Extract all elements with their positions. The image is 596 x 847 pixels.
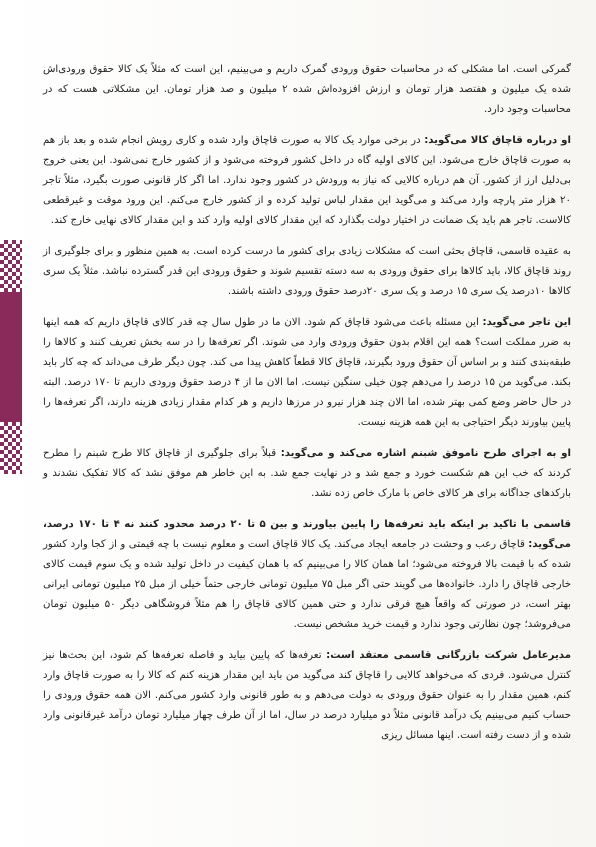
checker-pattern-bottom — [0, 422, 22, 474]
paragraph — [43, 646, 571, 746]
paragraph — [43, 444, 571, 504]
checker-pattern-top — [0, 240, 22, 292]
paragraph-text: به عقیده قاسمی، قاچاق بحثی است که مشکلات زیادی برای کشور ما درست کرده است. به همین منظور و برای جلوگیری از روند قاچاق کالا، باید کالاها برای حقوق ورودی به سه دسته تقسیم شوند و حقوق ورودی این قدر گسترده نباشد. مثلاً یک سری کالاها ۱۰درصد یک سری ۱۵ درصد و یک سری ۲۰درصد حقوق ورودی داشته باشند. — [43, 246, 571, 297]
brand-side-bar — [0, 292, 22, 698]
paragraph — [43, 313, 571, 433]
paragraph-lead: مدیرعامل شرکت بازرگانی قاسمی معتقد است: — [326, 650, 571, 661]
paragraph — [43, 131, 571, 231]
paragraph-lead: قاسمی با تاکید بر اینکه باید تعرفه‌ها را پایین بیاورند و بین ۵ تا ۲۰ درصد محدود کنند نه ۴ تا ۱۷۰ درصد، می‌گوید: — [43, 519, 571, 550]
paragraph-lead: او درباره قاچاق کالا می‌گوید: — [424, 135, 571, 146]
paragraph-lead: این تاجر می‌گوید: — [482, 317, 571, 328]
paragraph-text: قاچاق رعب و وحشت در جامعه ایجاد می‌کند. یک کالا قاچاق است و معلوم نیست با چه قیمتی و از کجا وارد کشور شده که با قیمت بالا فروخته می‌شود؛ اما همان کالا را می‌بینیم که با همان کیفیت در داخل تولید شده و یک سوم قیمت کالای خارجی قاچاق را دارد. خانواده‌ها می گویند حتی اگر مبل ۷۵ میلیون تومانی خارجی حتماً خیلی از مبل ۲۵ میلیون تومانی ایرانی بهتر است، در صورتی که واقعاً هیچ فرقی ندارد و حتی همین کالای قاچاق را هم مثلاً فروشگاهی دیگر ۵۰ میلیون تومان می‌فروشد؛ چون نظارتی وجود ندارد و قیمت خرید مشخص نیست. — [43, 539, 571, 630]
paragraph-text: تعرفه‌ها که پایین بیاید و فاصله تعرفه‌ها کم شود، این بحث‌ها نیز کنترل می‌شود. فردی که می‌خواهد کالایی را قاچاق کند می‌گوید من باید این مقدار هزینه کنم که کالا را به صورت قاچاق وارد کنم، همین مقدار را به عنوان حقوق ورودی به دولت می‌دهم و به طور قانونی وارد کشور می‌کنم. الان همه حقوق ورودی را حساب کنیم می‌بینیم یک درآمد قانونی مثلاً دو میلیارد درصد در سال، اما از آن طرف چهار میلیارد تومان درآمد غیرقانونی وارد شده و از دست رفته است. اینها مسائل ریزی — [43, 650, 571, 741]
paragraph — [43, 515, 571, 635]
paragraph-text: این مسئله باعث می‌شود قاچاق کم شود. الان ما در طول سال چه قدر کالای قاچاق داریم که همه اینها به ضرر مملکت است؟ همه این اقلام بدون حقوق ورودی وارد می شوند. اگر تعرفه‌ها را در سه بخش تعریف کنند و کالاها را طبقه‌بندی کنند و بر اساس آن حقوق ورود بگیرند، قاچاق کالا قطعاً کاهش پیدا می کند. چون دیگر طرف می‌داند که چه کار باید بکند. می‌گوید من ۱۵ درصد را می‌دهم چون خیلی سنگین نیست. اما الان ما از ۴ درصد حقوق ورودی داریم تا ۱۷۰ درصد. البته در حال حاضر وضع کمی بهتر شده، اما الان چند هزار نیرو در مرزها داریم و هر کدام مقدار زیادی هزینه دارند، اگر تعرفه‌ها را پایین بیاورند دیگر احتیاجی به این همه هزینه نیست. — [43, 317, 571, 428]
paragraph-text: در برخی موارد یک کالا به صورت قاچاق وارد شده و کاری رویش انجام شده و بعد باز هم به صورت قاچاق خارج می‌شود. این کالای اولیه گاه در داخل کشور فروخته می‌شود و از کشور خارج نمی‌شود. این یعنی خروج بی‌دلیل ارز از کشور. آن هم درباره کالایی که نیاز به ورودش در کشور وجود ندارد. اما اگر کار قانونی صورت بگیرد، مثلاً تاجر ۲۰ هزار متر پارچه وارد می‌کند و می‌گوید این مقدار لباس تولید کرده و از کشور خارج می‌کنم. این ورود موقت و غیرقطعی کالاست. تاجر هم باید یک ضمانت در اختیار دولت بگذارد که این مقدار کالای اولیه وارد کند و این مقدار کالای نهایی خارج کند. — [43, 135, 571, 226]
paragraph — [43, 242, 571, 302]
paragraph — [43, 60, 571, 120]
paragraph-lead: او به اجرای طرح ناموفق شبنم اشاره می‌کند و می‌گوید: — [280, 448, 571, 459]
paragraph-text: گمرکی است. اما مشکلی که در محاسبات حقوق ورودی گمرک داریم و می‌بینیم، این است که مثلاً یک کالا حقوق ورودی‌اش شده یک میلیون و هفتصد هزار تومان و ارزش افزوده‌اش شده ۲ میلیون و صد هزار تومان. این مشکلاتی هست که در محاسبات وجود دارد. — [43, 64, 571, 115]
paragraph-text: قبلاً برای جلوگیری از قاچاق کالا طرح شبنم را مطرح کردند که خب این هم شکست خورد و جمع شد و در نهایت جمع شد. به این خاطر هم موفق نشد که کالا تفکیک نشدند و بارکدهای جداگانه برای هر کالای خاص با مارک خاص زده نشد. — [43, 448, 571, 499]
article-body — [43, 60, 571, 757]
brand-label: RAHGOSTARAN — [4, 598, 18, 698]
